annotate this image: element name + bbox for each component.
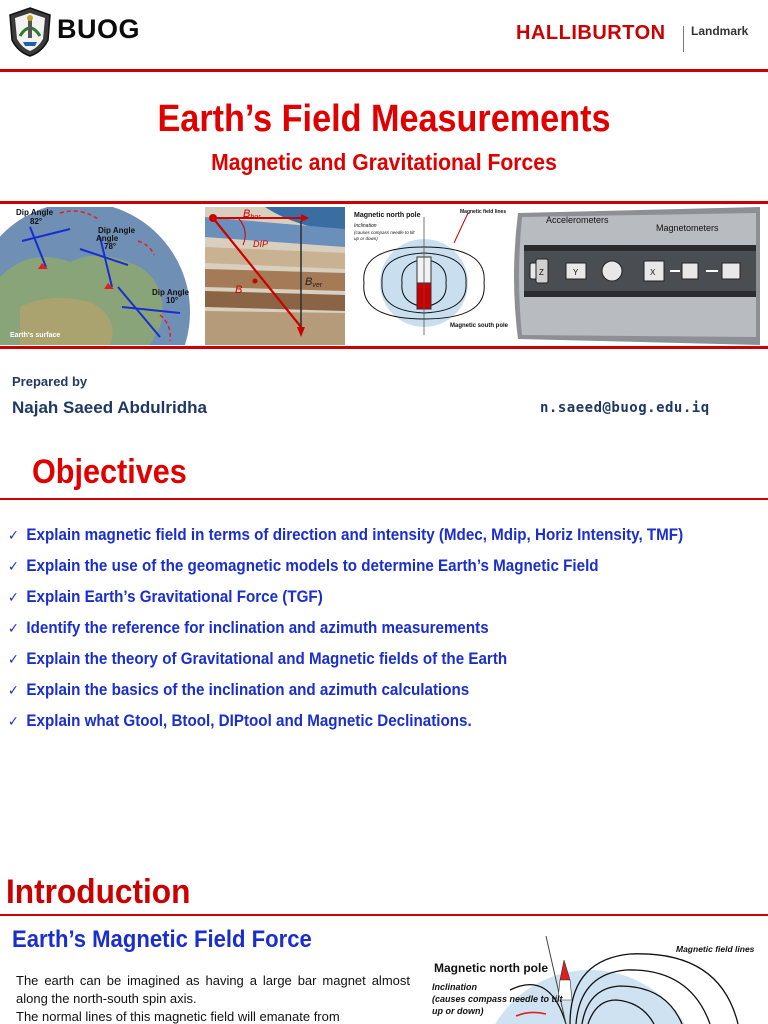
b-hor-label: Bhor	[243, 208, 261, 221]
check-icon: ✓	[8, 559, 19, 575]
page-subtitle: Magnetic and Gravitational Forces	[211, 149, 557, 175]
list-item: ✓ Explain the theory of Gravitational and Magnetic fields of the Earth	[8, 650, 508, 668]
page-title: Earth’s Field Measurements	[157, 98, 611, 140]
accelerometers-label: Accelerometers	[546, 215, 609, 225]
org-name: BUOG	[57, 14, 140, 44]
check-icon: ✓	[8, 528, 19, 544]
author-email: n.saeed@buog.edu.iq	[540, 400, 710, 416]
introduction-divider	[0, 914, 768, 916]
list-item: ✓ Explain the use of the geomagnetic models to determine Earth’s Magnetic Field	[8, 557, 599, 575]
university-crest-icon	[6, 6, 54, 58]
dip-angle-label-2b: Angle	[96, 234, 119, 243]
objectives-divider	[0, 498, 768, 500]
check-icon: ✓	[8, 652, 19, 668]
axis-y-label: Y	[573, 268, 579, 277]
list-item: ✓ Explain the basics of the inclination and azimuth calculations	[8, 681, 470, 699]
intro-inclination-label: Inclination	[432, 982, 477, 992]
list-item: ✓ Identify the reference for inclination and azimuth measurements	[8, 619, 489, 637]
check-icon: ✓	[8, 714, 19, 730]
objectives-heading: Objectives	[32, 453, 187, 491]
check-icon: ✓	[8, 683, 19, 699]
dip-angle-label-2: Dip Angle	[98, 226, 136, 235]
intro-inclination-note-1: (causes compass needle to tilt	[432, 994, 563, 1004]
introduction-subheading: Earth’s Magnetic Field Force	[12, 926, 312, 953]
dip-angle-value-1: 82°	[30, 217, 43, 226]
magnet-inclination-label: Inclination	[354, 223, 377, 229]
list-item: ✓ Explain what Gtool, Btool, DIPtool and Magnetic Declinations.	[8, 712, 472, 730]
survey-tool-sensor-figure	[510, 207, 768, 345]
page-header	[0, 0, 768, 70]
check-icon: ✓	[8, 621, 19, 637]
dip-angle-label-1: Dip Angle	[16, 208, 54, 217]
dip-angle-label-3: Dip Angle	[152, 288, 190, 297]
axis-z-label: Z	[539, 268, 544, 277]
introduction-heading: Introduction	[6, 873, 191, 911]
b-ver-label: Bver	[305, 276, 323, 289]
introduction-paragraph-1: The earth can be imagined as having a large bar magnet almost along the north-south spin axis.	[16, 973, 410, 1006]
partner-separator	[683, 26, 684, 52]
list-item: ✓ Explain magnetic field in terms of direction and intensity (Mdec, Mdip, Horiz Intensity, TMF)	[8, 526, 684, 544]
introduction-paragraph	[16, 972, 410, 1024]
partner-subbrand: Landmark	[691, 24, 749, 38]
dip-angle-value-3: 10°	[166, 296, 179, 305]
banner-bottom-rule	[0, 346, 768, 349]
dip-label: DIP	[253, 239, 269, 249]
magnet-field-lines-label: Magnetic field lines	[460, 209, 507, 215]
earth-surface-label: Earth's surface	[10, 332, 61, 339]
header-divider	[0, 69, 768, 72]
magnet-south-label: Magnetic south pole	[450, 323, 508, 329]
axis-x-label: X	[650, 268, 656, 277]
intro-inclination-note-2: up or down)	[432, 1006, 484, 1016]
check-icon: ✓	[8, 590, 19, 606]
magnetometers-label: Magnetometers	[656, 223, 719, 233]
magnet-inclination-note-1: (causes compass needle to tilt	[354, 230, 415, 235]
introduction-paragraph-2: The normal lines of this magnetic field will emanate from	[16, 1009, 340, 1024]
objectives-list	[8, 526, 742, 743]
partner-name: HALLIBURTON	[516, 22, 666, 44]
dip-angle-value-2: 78°	[104, 242, 117, 251]
magnet-inclination-note-2: up or down)	[354, 236, 378, 241]
globe-dip-angle-figure	[0, 207, 200, 345]
b-label: B	[235, 284, 243, 296]
prepared-by-label: Prepared by	[12, 374, 88, 389]
intro-magnet-figure	[420, 930, 768, 1024]
intro-field-lines-label: Magnetic field lines	[676, 944, 755, 954]
bar-magnet-field-figure	[350, 207, 508, 345]
field-vector-section-figure	[205, 207, 345, 345]
author-name: Najah Saeed Abdulridha	[12, 398, 207, 417]
banner-top-rule	[0, 201, 768, 204]
intro-north-label: Magnetic north pole	[434, 961, 548, 975]
magnet-north-label: Magnetic north pole	[354, 212, 421, 219]
list-item: ✓ Explain Earth’s Gravitational Force (TGF)	[8, 588, 323, 606]
